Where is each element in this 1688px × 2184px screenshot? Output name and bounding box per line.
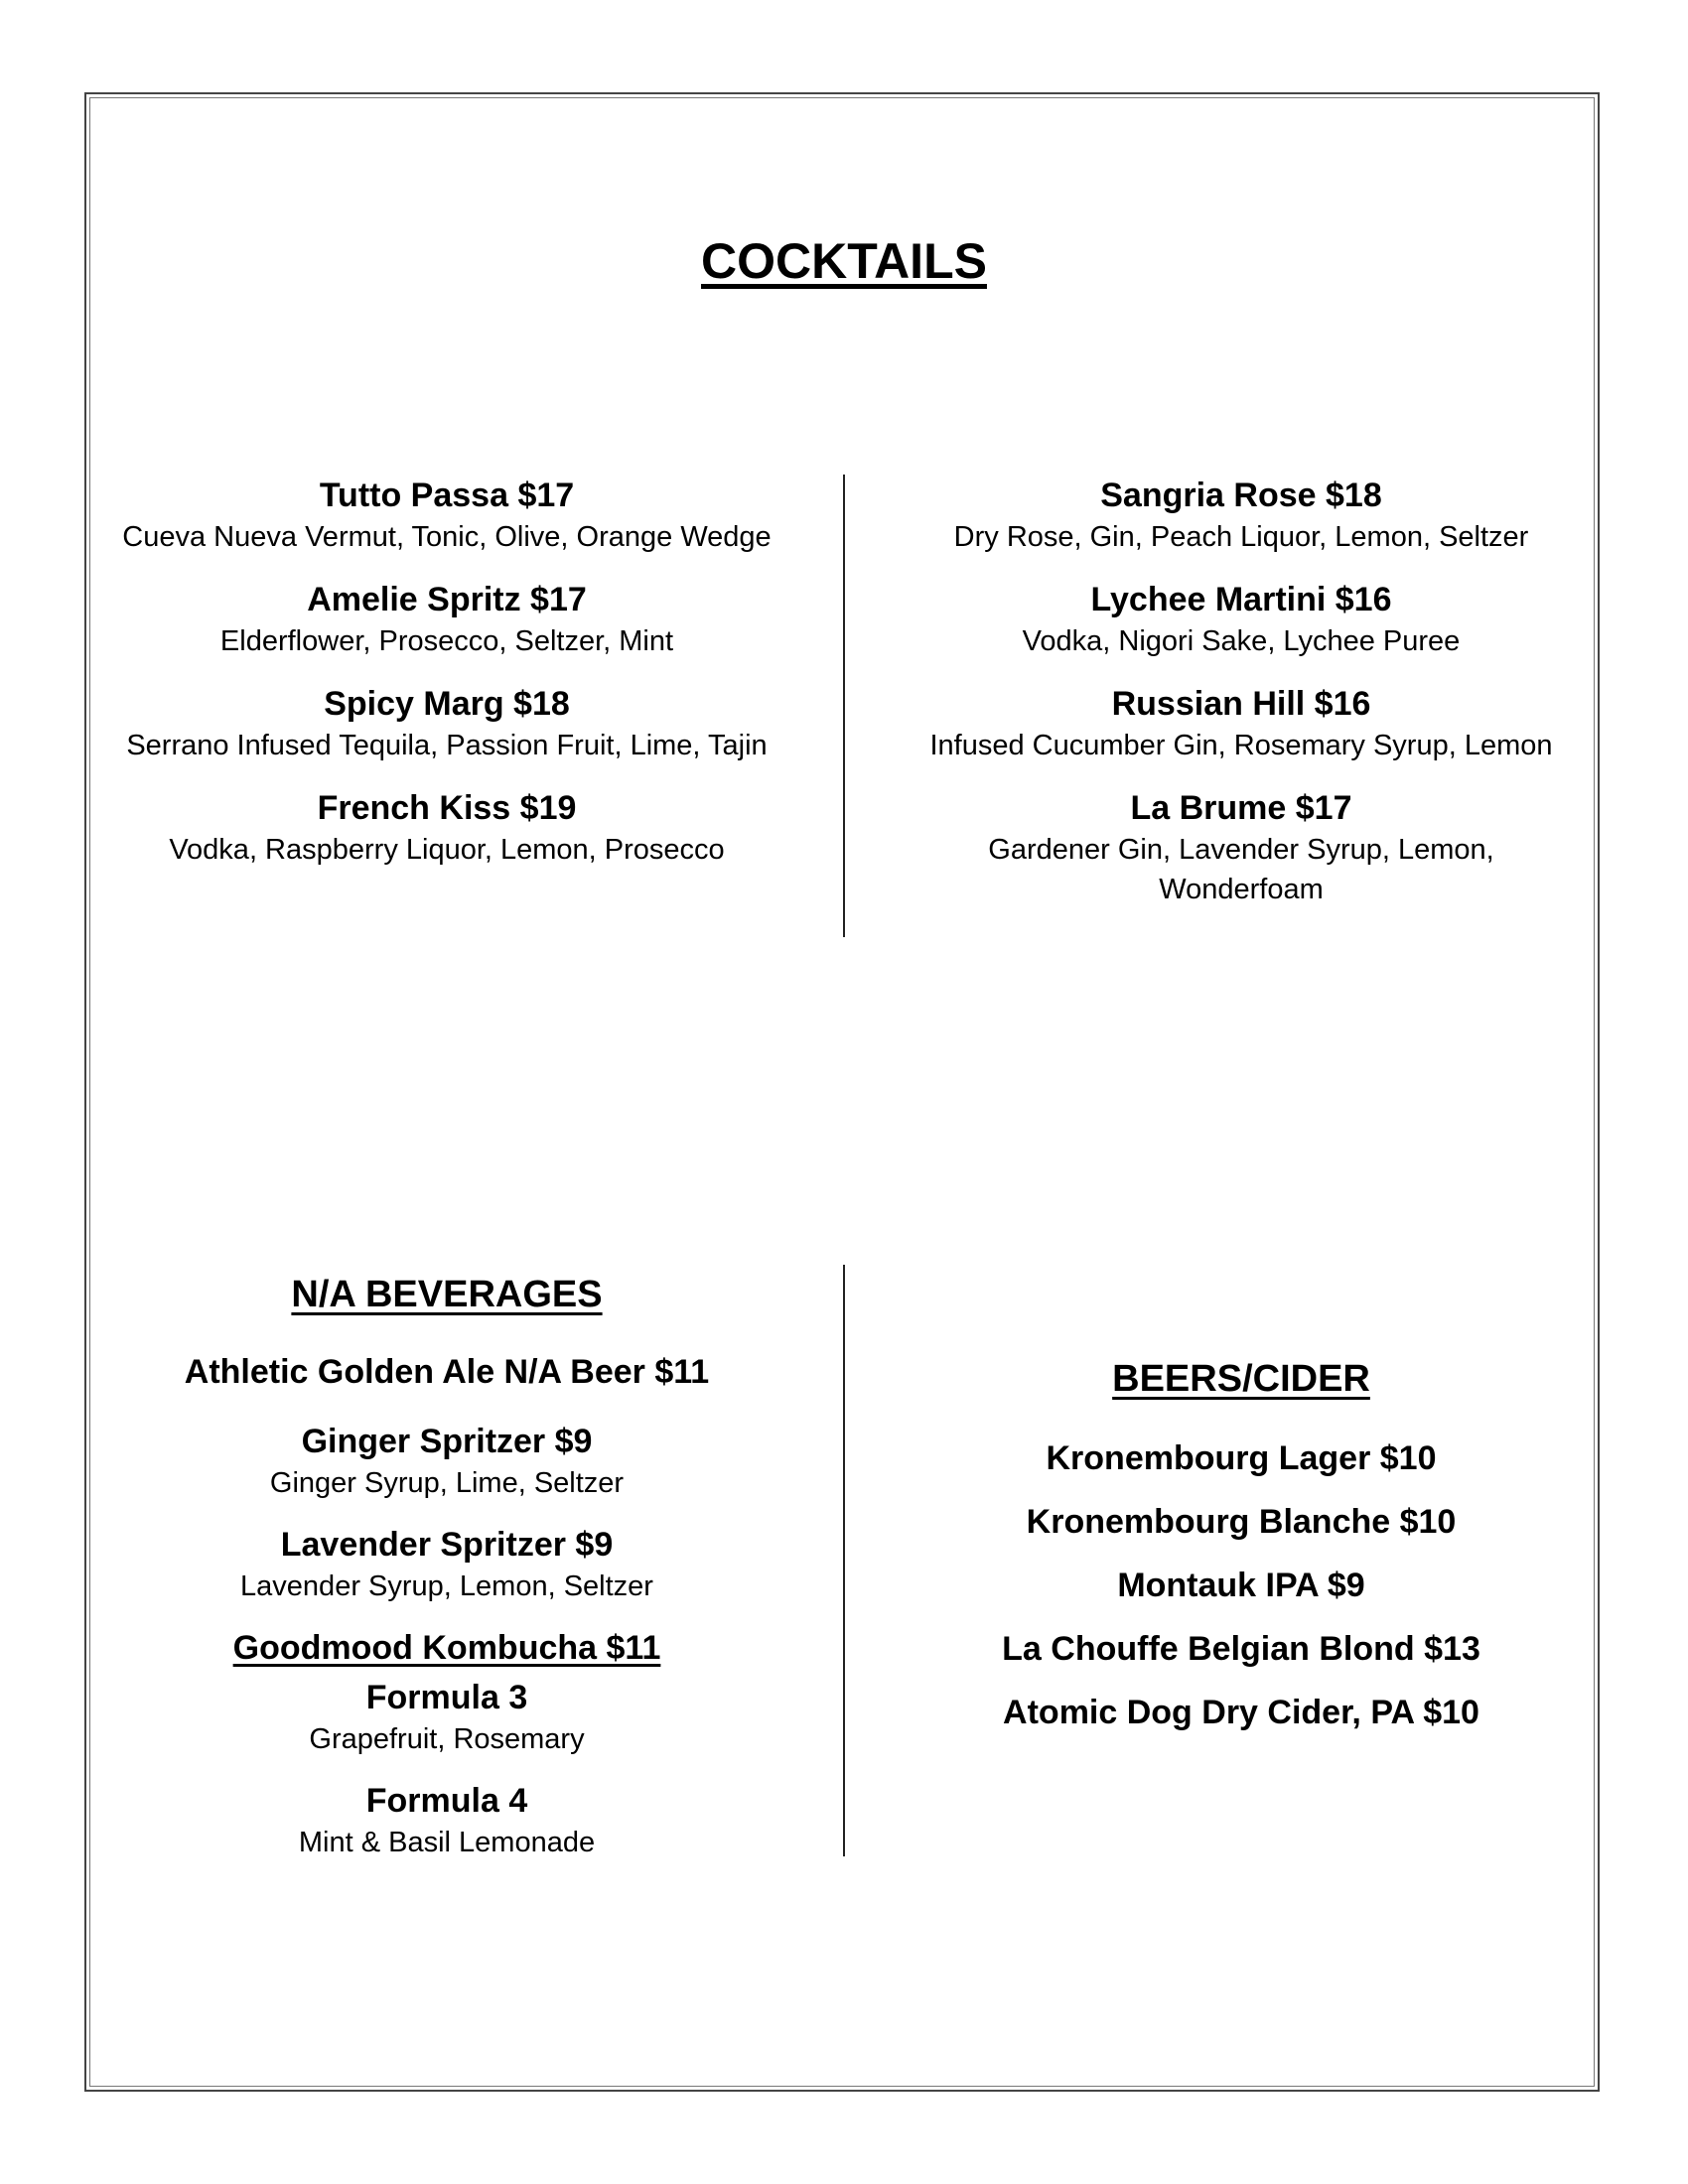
menu-item-description: Ginger Syrup, Lime, Seltzer [269,1467,625,1499]
menu-item [904,682,1579,765]
menu-item [89,682,804,765]
menu-item-description: Dry Rose, Gin, Peach Liquor, Lemon, Seltzer [953,521,1529,553]
menu-item-name: Formula 3 [365,1679,528,1716]
menu-item [89,1676,804,1759]
menu-item [89,474,804,557]
cocktails-left-column [89,474,804,890]
beer-item: Atomic Dog Dry Cider, PA $10 [1003,1694,1479,1731]
menu-item [904,578,1579,661]
section-title: BEERS/CIDER [1112,1358,1370,1400]
menu-item-name: Sangria Rose $18 [1100,477,1382,514]
kombucha-heading: Goodmood Kombucha $11 [232,1629,661,1667]
beer-item: Kronembourg Blanche $10 [1026,1503,1457,1541]
menu-item [89,1350,804,1394]
column-divider [843,1265,845,1856]
menu-item-description: Serrano Infused Tequila, Passion Fruit, Lime, Tajin [126,730,768,761]
menu-item [89,786,804,870]
menu-item-name: Formula 4 [365,1782,528,1820]
menu-item [89,1779,804,1862]
menu-item-name: Ginger Spritzer $9 [301,1423,593,1460]
beers-cider-column [904,1355,1579,1754]
menu-item-description: Mint & Basil Lemonade [298,1827,596,1858]
menu-item-description: Lavender Syrup, Lemon, Seltzer [240,1570,653,1602]
menu-item-name: Spicy Marg $18 [324,685,570,723]
menu-item-name: Amelie Spritz $17 [307,581,587,618]
menu-item [904,786,1579,909]
menu-item-description: Wonderfoam [1159,874,1324,905]
cocktails-right-column [904,474,1579,930]
menu-item [89,578,804,661]
menu-item-description: Infused Cucumber Gin, Rosemary Syrup, Lemon [929,730,1553,761]
menu-item-description: Gardener Gin, Lavender Syrup, Lemon, [988,834,1494,866]
menu-item-name: Lychee Martini $16 [1090,581,1392,618]
menu-item-name: Athletic Golden Ale N/A Beer $11 [184,1353,710,1391]
menu-item [89,1523,804,1606]
menu-item-name: Lavender Spritzer $9 [280,1526,614,1564]
column-divider [843,475,845,937]
menu-item [904,474,1579,557]
beer-item: Montauk IPA $9 [1117,1567,1365,1604]
menu-item-description: Elderflower, Prosecco, Seltzer, Mint [219,625,674,657]
page-title: COCKTAILS [701,233,987,289]
menu-item-description: Grapefruit, Rosemary [309,1723,585,1755]
beer-item: Kronembourg Lager $10 [1046,1439,1437,1477]
beer-item: La Chouffe Belgian Blond $13 [1002,1630,1480,1668]
menu-item-name: French Kiss $19 [317,789,577,827]
na-beverages-column [89,1271,804,1882]
menu-item-description: Cueva Nueva Vermut, Tonic, Olive, Orange Wedge [122,521,772,553]
menu-item [89,1420,804,1503]
menu-item-description: Vodka, Raspberry Liquor, Lemon, Prosecco [169,834,725,866]
menu-item-name: Russian Hill $16 [1111,685,1371,723]
menu-item-name: La Brume $17 [1130,789,1352,827]
menu-item-name: Tutto Passa $17 [319,477,575,514]
menu-item-description: Vodka, Nigori Sake, Lychee Puree [1022,625,1461,657]
section-title: N/A BEVERAGES [291,1274,603,1315]
